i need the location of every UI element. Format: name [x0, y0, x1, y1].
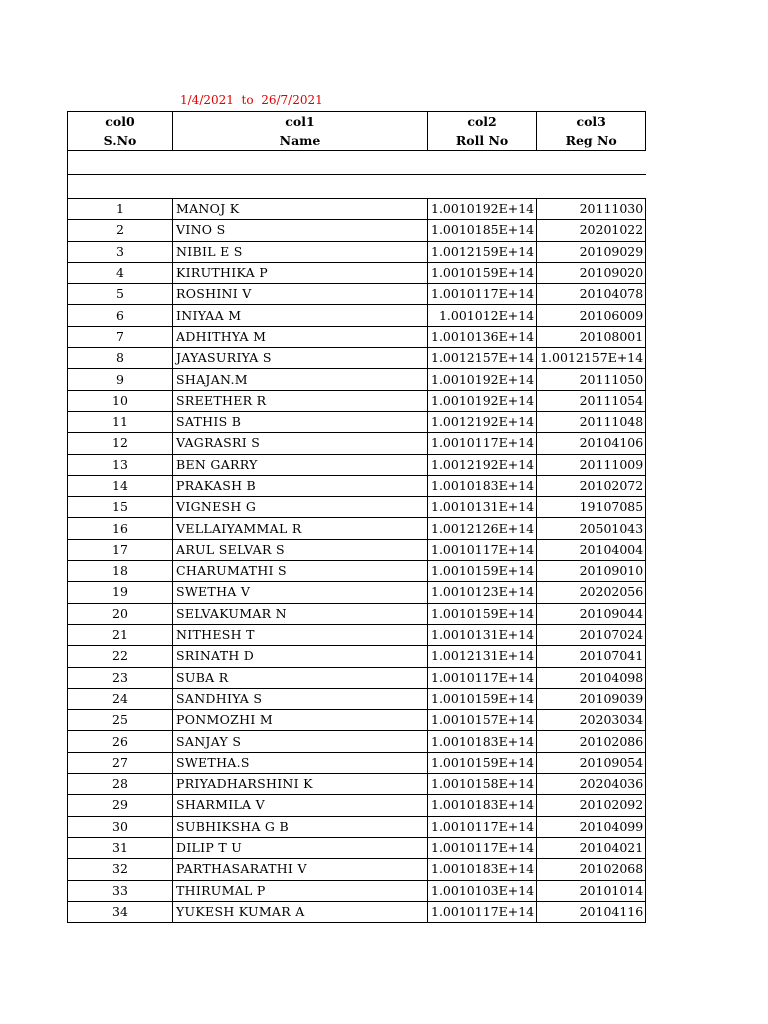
cell-sno: 21: [68, 624, 173, 645]
cell-roll-no: 1.0010159E+14: [428, 603, 537, 624]
table-row: [68, 348, 646, 369]
cell-roll-no: 1.0010183E+14: [428, 731, 537, 752]
cell-name: MANOJ K: [173, 199, 428, 220]
cell-reg-no: 20107024: [537, 624, 646, 645]
cell-reg-no: 20109029: [537, 241, 646, 262]
cell-name: SELVAKUMAR N: [173, 603, 428, 624]
cell-roll-no: 1.0010117E+14: [428, 667, 537, 688]
cell-roll-no: 1.0010192E+14: [428, 369, 537, 390]
cell-reg-no: 20104116: [537, 901, 646, 922]
cell-roll-no: 1.0010117E+14: [428, 433, 537, 454]
cell-reg-no: 20107041: [537, 646, 646, 667]
cell-name: INIYAA M: [173, 305, 428, 326]
cell-sno: 11: [68, 411, 173, 432]
table-row: [68, 518, 646, 539]
cell-roll-no: 1.0010117E+14: [428, 837, 537, 858]
cell-reg-no: 20109044: [537, 603, 646, 624]
table-row: [68, 752, 646, 773]
table-row: [68, 475, 646, 496]
cell-roll-no: 1.0012192E+14: [428, 411, 537, 432]
cell-sno: 13: [68, 454, 173, 475]
cell-reg-no: 20204036: [537, 774, 646, 795]
cell-reg-no: 20102072: [537, 475, 646, 496]
column-key: col3: [537, 112, 646, 132]
table-row: [68, 305, 646, 326]
table-row: [68, 880, 646, 901]
cell-reg-no: 20106009: [537, 305, 646, 326]
cell-name: SRINATH D: [173, 646, 428, 667]
table-row: [68, 199, 646, 220]
cell-sno: 34: [68, 901, 173, 922]
cell-sno: 28: [68, 774, 173, 795]
cell-name: ADHITHYA M: [173, 326, 428, 347]
cell-name: KIRUTHIKA P: [173, 262, 428, 283]
cell-name: SWETHA.S: [173, 752, 428, 773]
cell-reg-no: 20102092: [537, 795, 646, 816]
table-row: [68, 646, 646, 667]
cell-roll-no: 1.0010117E+14: [428, 284, 537, 305]
cell-roll-no: 1.0010159E+14: [428, 688, 537, 709]
cell-roll-no: 1.0010131E+14: [428, 497, 537, 518]
cell-name: PRAKASH B: [173, 475, 428, 496]
cell-name: VIGNESH G: [173, 497, 428, 518]
cell-name: VINO S: [173, 220, 428, 241]
table-row: [68, 667, 646, 688]
cell-sno: 10: [68, 390, 173, 411]
cell-roll-no: 1.0010136E+14: [428, 326, 537, 347]
blank-row: [68, 151, 646, 175]
cell-sno: 8: [68, 348, 173, 369]
table-row: [68, 390, 646, 411]
cell-sno: 30: [68, 816, 173, 837]
cell-sno: 1: [68, 199, 173, 220]
cell-name: SUBA R: [173, 667, 428, 688]
column-header-name: Name: [173, 131, 428, 151]
cell-name: THIRUMAL P: [173, 880, 428, 901]
cell-reg-no: 20104098: [537, 667, 646, 688]
cell-roll-no: 1.0010117E+14: [428, 901, 537, 922]
cell-sno: 17: [68, 539, 173, 560]
cell-reg-no: 20202056: [537, 582, 646, 603]
cell-sno: 27: [68, 752, 173, 773]
table-row: [68, 241, 646, 262]
cell-roll-no: 1.0010192E+14: [428, 199, 537, 220]
student-table: [67, 111, 646, 923]
table-row: [68, 688, 646, 709]
cell-sno: 14: [68, 475, 173, 496]
cell-reg-no: 20101014: [537, 880, 646, 901]
column-header-sno: S.No: [68, 131, 173, 151]
blank-row: [68, 175, 646, 199]
cell-sno: 18: [68, 561, 173, 582]
cell-reg-no: 20104106: [537, 433, 646, 454]
cell-reg-no: 20111050: [537, 369, 646, 390]
cell-sno: 33: [68, 880, 173, 901]
column-key: col0: [68, 112, 173, 132]
table-row: [68, 816, 646, 837]
table-row: [68, 326, 646, 347]
cell-sno: 6: [68, 305, 173, 326]
table-row: [68, 284, 646, 305]
blank-cell: [68, 175, 646, 199]
column-header-reg: Reg No: [537, 131, 646, 151]
cell-sno: 7: [68, 326, 173, 347]
cell-sno: 22: [68, 646, 173, 667]
cell-reg-no: 20109054: [537, 752, 646, 773]
cell-name: JAYASURIYA S: [173, 348, 428, 369]
cell-roll-no: 1.0010183E+14: [428, 475, 537, 496]
cell-name: YUKESH KUMAR A: [173, 901, 428, 922]
cell-reg-no: 1.0012157E+14: [537, 348, 646, 369]
cell-name: CHARUMATHI S: [173, 561, 428, 582]
cell-roll-no: 1.0010185E+14: [428, 220, 537, 241]
cell-sno: 16: [68, 518, 173, 539]
cell-roll-no: 1.0010158E+14: [428, 774, 537, 795]
table-row: [68, 411, 646, 432]
table-row: [68, 369, 646, 390]
cell-name: PRIYADHARSHINI K: [173, 774, 428, 795]
cell-name: SUBHIKSHA G B: [173, 816, 428, 837]
cell-name: PONMOZHI M: [173, 710, 428, 731]
cell-name: BEN GARRY: [173, 454, 428, 475]
cell-sno: 19: [68, 582, 173, 603]
cell-sno: 29: [68, 795, 173, 816]
cell-roll-no: 1.0012126E+14: [428, 518, 537, 539]
cell-sno: 32: [68, 859, 173, 880]
cell-name: DILIP T U: [173, 837, 428, 858]
cell-roll-no: 1.0010192E+14: [428, 390, 537, 411]
cell-roll-no: 1.0012192E+14: [428, 454, 537, 475]
cell-name: PARTHASARATHI V: [173, 859, 428, 880]
table-row: [68, 624, 646, 645]
cell-reg-no: 20104078: [537, 284, 646, 305]
cell-name: ROSHINI V: [173, 284, 428, 305]
cell-sno: 9: [68, 369, 173, 390]
cell-sno: 31: [68, 837, 173, 858]
table-row: [68, 837, 646, 858]
cell-reg-no: 20111054: [537, 390, 646, 411]
cell-sno: 3: [68, 241, 173, 262]
cell-name: VAGRASRI S: [173, 433, 428, 454]
cell-name: NITHESH T: [173, 624, 428, 645]
cell-roll-no: 1.0010117E+14: [428, 539, 537, 560]
cell-reg-no: 20203034: [537, 710, 646, 731]
table-row: [68, 859, 646, 880]
cell-reg-no: 20104004: [537, 539, 646, 560]
cell-name: SANJAY S: [173, 731, 428, 752]
cell-reg-no: 20108001: [537, 326, 646, 347]
cell-sno: 23: [68, 667, 173, 688]
cell-sno: 4: [68, 262, 173, 283]
cell-reg-no: 20109010: [537, 561, 646, 582]
cell-roll-no: 1.0010159E+14: [428, 262, 537, 283]
cell-reg-no: 20102068: [537, 859, 646, 880]
table-row: [68, 497, 646, 518]
cell-reg-no: 20111030: [537, 199, 646, 220]
cell-name: NIBIL E S: [173, 241, 428, 262]
cell-name: SHAJAN.M: [173, 369, 428, 390]
cell-roll-no: 1.0010159E+14: [428, 752, 537, 773]
cell-name: SHARMILA V: [173, 795, 428, 816]
table-row: [68, 901, 646, 922]
cell-sno: 15: [68, 497, 173, 518]
cell-roll-no: 1.0012159E+14: [428, 241, 537, 262]
cell-sno: 26: [68, 731, 173, 752]
cell-sno: 24: [68, 688, 173, 709]
cell-reg-no: 20104021: [537, 837, 646, 858]
cell-roll-no: 1.0010123E+14: [428, 582, 537, 603]
cell-roll-no: 1.0010157E+14: [428, 710, 537, 731]
cell-reg-no: 19107085: [537, 497, 646, 518]
table-row: [68, 582, 646, 603]
cell-name: SATHIS B: [173, 411, 428, 432]
blank-cell: [68, 151, 646, 175]
cell-roll-no: 1.001012E+14: [428, 305, 537, 326]
table-row: [68, 220, 646, 241]
cell-reg-no: 20104099: [537, 816, 646, 837]
cell-sno: 25: [68, 710, 173, 731]
cell-roll-no: 1.0010117E+14: [428, 816, 537, 837]
cell-sno: 5: [68, 284, 173, 305]
cell-reg-no: 20111048: [537, 411, 646, 432]
column-header-row: [68, 131, 646, 151]
table-row: [68, 774, 646, 795]
cell-name: ARUL SELVAR S: [173, 539, 428, 560]
cell-roll-no: 1.0010183E+14: [428, 859, 537, 880]
column-key: col1: [173, 112, 428, 132]
table-row: [68, 795, 646, 816]
cell-sno: 2: [68, 220, 173, 241]
cell-roll-no: 1.0010183E+14: [428, 795, 537, 816]
table-row: [68, 710, 646, 731]
cell-reg-no: 20109039: [537, 688, 646, 709]
column-key-row: [68, 112, 646, 132]
column-header-roll: Roll No: [428, 131, 537, 151]
cell-reg-no: 20111009: [537, 454, 646, 475]
table-row: [68, 454, 646, 475]
table-row: [68, 561, 646, 582]
date-range-title: 1/4/2021 to 26/7/2021: [180, 93, 323, 107]
cell-name: SWETHA V: [173, 582, 428, 603]
table-row: [68, 539, 646, 560]
cell-reg-no: 20109020: [537, 262, 646, 283]
cell-name: SREETHER R: [173, 390, 428, 411]
cell-reg-no: 20501043: [537, 518, 646, 539]
cell-name: SANDHIYA S: [173, 688, 428, 709]
table-row: [68, 262, 646, 283]
cell-roll-no: 1.0010103E+14: [428, 880, 537, 901]
cell-reg-no: 20102086: [537, 731, 646, 752]
cell-reg-no: 20201022: [537, 220, 646, 241]
cell-name: VELLAIYAMMAL R: [173, 518, 428, 539]
cell-sno: 20: [68, 603, 173, 624]
cell-roll-no: 1.0012131E+14: [428, 646, 537, 667]
table-row: [68, 603, 646, 624]
column-key: col2: [428, 112, 537, 132]
cell-roll-no: 1.0010131E+14: [428, 624, 537, 645]
table-row: [68, 433, 646, 454]
table-row: [68, 731, 646, 752]
cell-sno: 12: [68, 433, 173, 454]
cell-roll-no: 1.0010159E+14: [428, 561, 537, 582]
cell-roll-no: 1.0012157E+14: [428, 348, 537, 369]
